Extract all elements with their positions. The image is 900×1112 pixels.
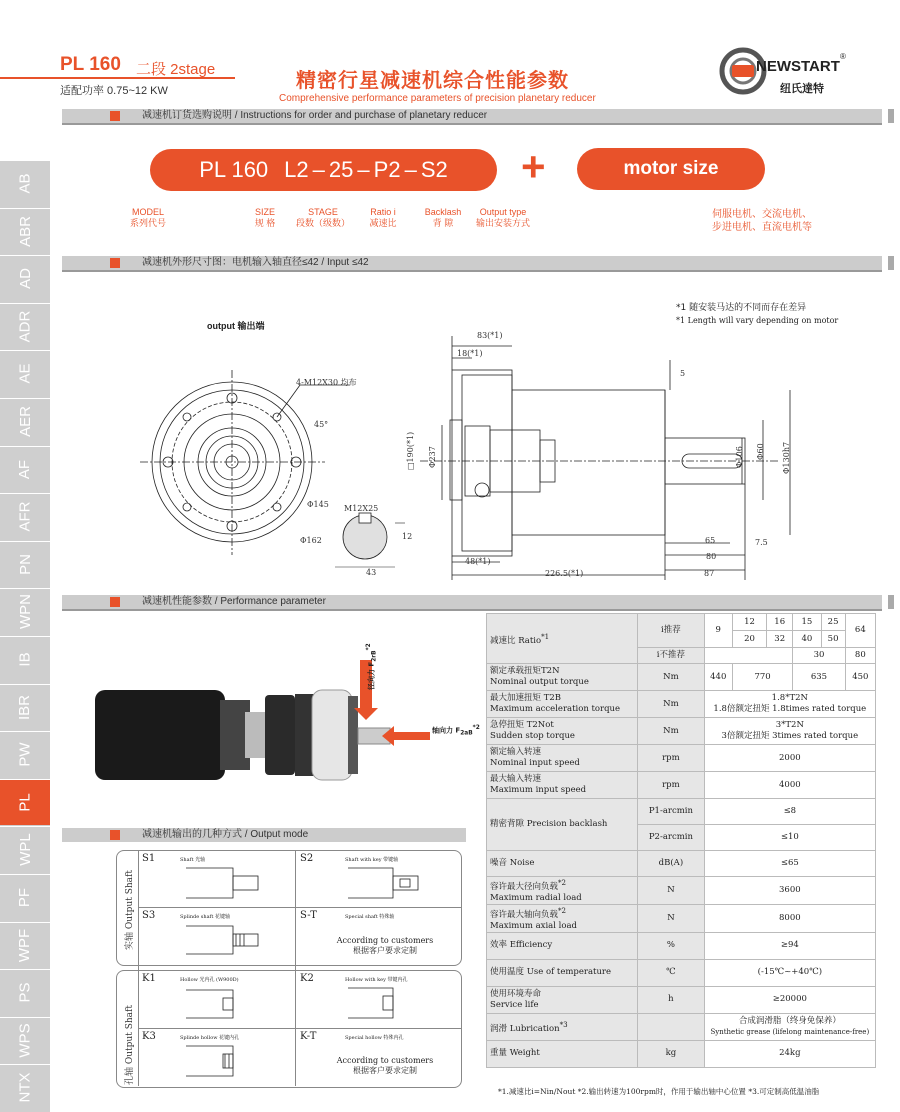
dim-d18: 18(*1) xyxy=(457,349,483,358)
row-max-speed: 最大输入转速 Maximum input speed xyxy=(487,772,638,799)
nav-tab-label: NTX xyxy=(16,1072,34,1103)
row-stop-torque: 急停扭矩 T2Not Sudden stop torque xyxy=(487,718,638,745)
nav-tab-label: PS xyxy=(16,982,34,1003)
nav-tab-label: ADR xyxy=(16,310,34,343)
val: ≥20000 xyxy=(704,986,875,1013)
code-dash: – xyxy=(312,157,325,182)
code-dash: – xyxy=(404,157,417,182)
section-bar-order xyxy=(62,109,882,123)
ratio-50: 50 xyxy=(821,631,845,648)
nav-tab-ad[interactable] xyxy=(0,255,50,301)
code-ratio: 25 xyxy=(328,157,354,182)
nav-tab-abr[interactable] xyxy=(0,208,50,254)
brand-name-cn: 纽氏達特 xyxy=(780,82,824,95)
dim-bolt: 4-M12X30 均布 xyxy=(296,378,357,387)
nav-tab-pw[interactable] xyxy=(0,731,50,777)
brand-logo xyxy=(718,46,858,96)
dim-d75: 7.5 xyxy=(755,538,768,547)
output-desc-k2: Hollow with key 带键内孔 xyxy=(345,977,408,983)
section-title-order: 减速机订货选购说明 / Instructions for order and purchase of planetary reducer xyxy=(142,110,488,121)
side-view-drawing xyxy=(420,330,840,590)
output-desc-k1: Hollow 光内孔 (W900D) xyxy=(180,977,239,983)
stage-title: 二段 2stage xyxy=(136,61,216,78)
val: 1.8*T2N 1.8倍额定扭矩 1.8times rated torque xyxy=(704,691,875,718)
unit: Nm xyxy=(638,691,705,718)
output-label: output 输出端 xyxy=(207,321,265,331)
val: ≤65 xyxy=(704,851,875,877)
label-output-type: Output type 输出安装方式 xyxy=(475,207,530,228)
section-bar-shadow xyxy=(62,609,882,611)
dim-d83: 83(*1) xyxy=(477,331,503,340)
dim-d87: 87 xyxy=(704,569,715,578)
product-photo xyxy=(90,650,470,800)
dim-angle: 45° xyxy=(314,420,329,429)
performance-table xyxy=(486,613,876,1068)
val: 3*T2N 3倍额定扭矩 3times rated torque xyxy=(704,718,875,745)
code-dash: – xyxy=(357,157,370,182)
nav-tab-ps[interactable] xyxy=(0,969,50,1015)
table-footnote: *1.减速比i=Nin/Nout *2.输出转速为100rpm时，作用于输出轴中心位置 *3.可定制高低温油脂 xyxy=(498,1087,820,1096)
nav-tab-wpf[interactable] xyxy=(0,922,50,968)
val: ≥94 xyxy=(704,932,875,959)
section-bar-shadow xyxy=(62,123,882,125)
nav-tab-aer[interactable] xyxy=(0,398,50,444)
nav-tab-label: AER xyxy=(16,406,34,437)
row-backlash: 精密背隙 Precision backlash xyxy=(487,799,638,851)
ratio-9: 9 xyxy=(704,614,732,648)
code-model: PL 160 xyxy=(199,157,269,182)
output-desc-k3: Splinde hollow 花键内孔 xyxy=(180,1035,240,1041)
nav-tab-af[interactable] xyxy=(0,446,50,492)
nav-tab-label: PL xyxy=(16,793,34,812)
nav-tab-label: WPS xyxy=(16,1023,34,1058)
ratio-25: 25 xyxy=(821,614,845,631)
nav-tab-pn[interactable] xyxy=(0,541,50,587)
unit: P1-arcmin xyxy=(638,799,705,825)
nav-tab-pf[interactable] xyxy=(0,874,50,920)
dim-d106: Φ106 xyxy=(735,446,744,468)
unit: dB(A) xyxy=(638,851,705,877)
unit: Nm xyxy=(638,664,705,691)
nav-tab-ibr[interactable] xyxy=(0,684,50,730)
row-noise: 噪音 Noise xyxy=(487,851,638,877)
brand-name: NEWSTART xyxy=(756,58,840,75)
custom-text-st: According to customers 根据客户要求定制 xyxy=(336,936,434,955)
dim-d60: Φ60 xyxy=(756,443,765,460)
nav-tab-label: PW xyxy=(16,742,34,767)
motor-size-pill: motor size xyxy=(577,148,765,190)
output-code-k1: K1 xyxy=(142,973,156,984)
code-output: S2 xyxy=(420,157,448,182)
section-bar-shadow xyxy=(62,270,882,272)
nav-tab-label: AB xyxy=(16,173,34,194)
side-navigation xyxy=(0,160,50,1112)
nav-tab-label: ABR xyxy=(16,215,34,247)
code-stage: L2 xyxy=(284,157,309,182)
nav-tab-wps[interactable] xyxy=(0,1017,50,1063)
unit: ℃ xyxy=(638,959,705,986)
output-desc-s3: Splinde shaft 花键轴 xyxy=(180,914,231,920)
output-code-s1: S1 xyxy=(142,853,156,864)
output-code-kt: K-T xyxy=(300,1031,317,1042)
dim-d5: 5 xyxy=(680,369,686,378)
output-desc-kt: Special hollow 特殊内孔 xyxy=(345,1035,404,1041)
nav-tab-label: IB xyxy=(16,652,34,667)
unit: N xyxy=(638,904,705,932)
dim-k12: 12 xyxy=(402,532,413,541)
row-nominal-torque: 额定承载扭矩T2N Nominal output torque xyxy=(487,664,638,691)
label-backlash: Backlash 背 隙 xyxy=(424,207,462,228)
label-stage: STAGE 段数（级数） xyxy=(295,207,350,228)
unit: P2-arcmin xyxy=(638,825,705,851)
output-code-s3: S3 xyxy=(142,910,156,921)
ratio-label: 减速比 Ratio$^{*1}$ xyxy=(487,614,638,664)
val: 635 xyxy=(793,664,845,691)
custom-text-kt: According to customers 根据客户要求定制 xyxy=(336,1056,434,1075)
nav-tab-label: AF xyxy=(16,459,34,479)
nav-tab-label: IBR xyxy=(16,694,34,720)
order-code-pill xyxy=(150,149,497,191)
row-lub: 润滑 Lubrication$^{*3}$ xyxy=(487,1013,638,1040)
output-code-k3: K3 xyxy=(142,1031,156,1042)
power-text: 适配功率 0.75~12 KW xyxy=(60,85,168,97)
nav-tab-label: WPN xyxy=(16,594,34,630)
brand-registered: ® xyxy=(840,52,846,61)
nav-tab-ae[interactable] xyxy=(0,350,50,396)
section-title-perf: 减速机性能参数 / Performance parameter xyxy=(142,596,326,607)
nrec-80: 80 xyxy=(845,648,875,664)
label-ratio: Ratio i 减速比 xyxy=(369,207,397,228)
motor-note: 伺服电机、交流电机、 步进电机、直流电机等 xyxy=(712,209,812,233)
unit: kg xyxy=(638,1040,705,1067)
nav-tab-afr[interactable] xyxy=(0,493,50,539)
unit: Nm xyxy=(638,718,705,745)
dim-d237: Φ237 xyxy=(428,446,437,468)
unit: rpm xyxy=(638,772,705,799)
dim-d162: Φ162 xyxy=(300,536,322,545)
output-desc-st: Special shaft 特殊轴 xyxy=(345,914,395,920)
output-code-s2: S2 xyxy=(300,853,314,864)
row-life: 使用环境寿命 Service life xyxy=(487,986,638,1013)
section-bar-output xyxy=(62,828,466,842)
val: 4000 xyxy=(704,772,875,799)
output-code-k2: K2 xyxy=(300,973,314,984)
val: 440 xyxy=(704,664,732,691)
val: 450 xyxy=(845,664,875,691)
ratio-16: 16 xyxy=(767,614,793,631)
dim-d145: Φ145 xyxy=(307,500,329,509)
val: 合成润滑脂（终身免保养） Synthetic grease (lifelong maintenance-free) xyxy=(704,1013,875,1040)
ratio-15: 15 xyxy=(793,614,821,631)
row-nominal-speed: 额定输入转速 Nominal input speed xyxy=(487,745,638,772)
section-bar-dims xyxy=(62,256,882,270)
dim-k43: 43 xyxy=(366,568,377,577)
shaft-drawings xyxy=(138,850,462,1088)
nav-tab-label: PN xyxy=(16,553,34,575)
unit: % xyxy=(638,932,705,959)
val: ≤8 xyxy=(704,799,875,825)
dim-key: M12X25 xyxy=(344,504,379,513)
dim-d130: Φ130h7 xyxy=(782,441,791,474)
dim-d48: 48(*1) xyxy=(465,557,491,566)
dim-sq: □190(*1) xyxy=(406,431,415,470)
row-temp: 使用温度 Use of temperature xyxy=(487,959,638,986)
i-rec: i推荐 xyxy=(638,614,705,648)
nav-tab-ab[interactable] xyxy=(0,160,50,206)
row-axial: 容许最大轴向负载$^{*2}$ Maximum axial load xyxy=(487,904,638,932)
ratio-32: 32 xyxy=(767,631,793,648)
plus-icon: + xyxy=(521,143,546,190)
nav-tab-label: PF xyxy=(16,887,34,908)
nav-tab-wpn[interactable] xyxy=(0,588,50,634)
row-radial: 容许最大径向负载$^{*2}$ Maximum radial load xyxy=(487,877,638,905)
nav-tab-ib[interactable] xyxy=(0,636,50,682)
nav-tab-pl[interactable] xyxy=(0,779,50,825)
val: 2000 xyxy=(704,745,875,772)
section-title-output: 减速机输出的几种方式 / Output mode xyxy=(142,829,309,840)
nav-tab-ntx[interactable] xyxy=(0,1064,50,1110)
unit: N xyxy=(638,877,705,905)
nav-tab-adr[interactable] xyxy=(0,303,50,349)
row-eff: 效率 Efficiency xyxy=(487,932,638,959)
drawing-note-en: *1 Length will vary depending on motor xyxy=(676,316,839,325)
nav-tab-label: WPL xyxy=(16,833,34,867)
row-weight: 重量 Weight xyxy=(487,1040,638,1067)
i-nrec: i不推荐 xyxy=(638,648,705,664)
section-title-dims: 减速机外形尺寸图：电机输入轴直径≤42 / Input ≤42 xyxy=(142,257,369,268)
output-code-st: S-T xyxy=(300,910,317,921)
val: ≤10 xyxy=(704,825,875,851)
page-subtitle: Comprehensive performance parameters of precision planetary reducer xyxy=(279,93,596,104)
unit: h xyxy=(638,986,705,1013)
output-desc-s2: Shaft with key 带键轴 xyxy=(345,857,399,863)
page-title: 精密行星减速机综合性能参数 xyxy=(296,68,569,92)
code-backlash: P2 xyxy=(373,157,401,182)
dim-d80: 80 xyxy=(706,552,717,561)
val: 24kg xyxy=(704,1040,875,1067)
dim-d2265: 226.5(*1) xyxy=(545,569,584,578)
ratio-64: 64 xyxy=(845,614,875,648)
ratio-20: 20 xyxy=(732,631,766,648)
val: 8000 xyxy=(704,904,875,932)
section-bar-perf xyxy=(62,595,882,609)
output-desc-s1: Shaft 光轴 xyxy=(180,857,206,863)
row-accel-torque: 最大加速扭矩 T2B Maximum acceleration torque xyxy=(487,691,638,718)
ratio-40: 40 xyxy=(793,631,821,648)
val: 770 xyxy=(732,664,792,691)
drawing-note-cn: *1 随安装马达的不同而存在差异 xyxy=(676,303,807,313)
val: 3600 xyxy=(704,877,875,905)
label-size: SIZE 规 格 xyxy=(254,207,276,228)
solid-shaft-label: 实轴 Output Shaft xyxy=(125,870,135,950)
val: (-15℃~+40℃) xyxy=(704,959,875,986)
radial-force-label: 径向力 $F_{2rB}^{*2}$ xyxy=(366,643,378,690)
nrec-30: 30 xyxy=(793,648,845,664)
unit: rpm xyxy=(638,745,705,772)
nav-tab-wpl[interactable] xyxy=(0,826,50,872)
model-title: PL 160 xyxy=(60,54,121,75)
nav-tab-label: AE xyxy=(16,363,34,384)
nav-tab-label: WPF xyxy=(16,928,34,962)
nav-tab-label: AFR xyxy=(16,501,34,532)
axial-force-label: 轴向力 $F_{2aB}^{*2}$ xyxy=(432,725,480,737)
nav-tab-label: AD xyxy=(16,268,34,290)
label-model: MODEL 系列代号 xyxy=(129,207,166,228)
ratio-12: 12 xyxy=(732,614,766,631)
dim-d65: 65 xyxy=(705,536,716,545)
hollow-shaft-label: 孔轴 Output Shaft xyxy=(125,1005,135,1085)
